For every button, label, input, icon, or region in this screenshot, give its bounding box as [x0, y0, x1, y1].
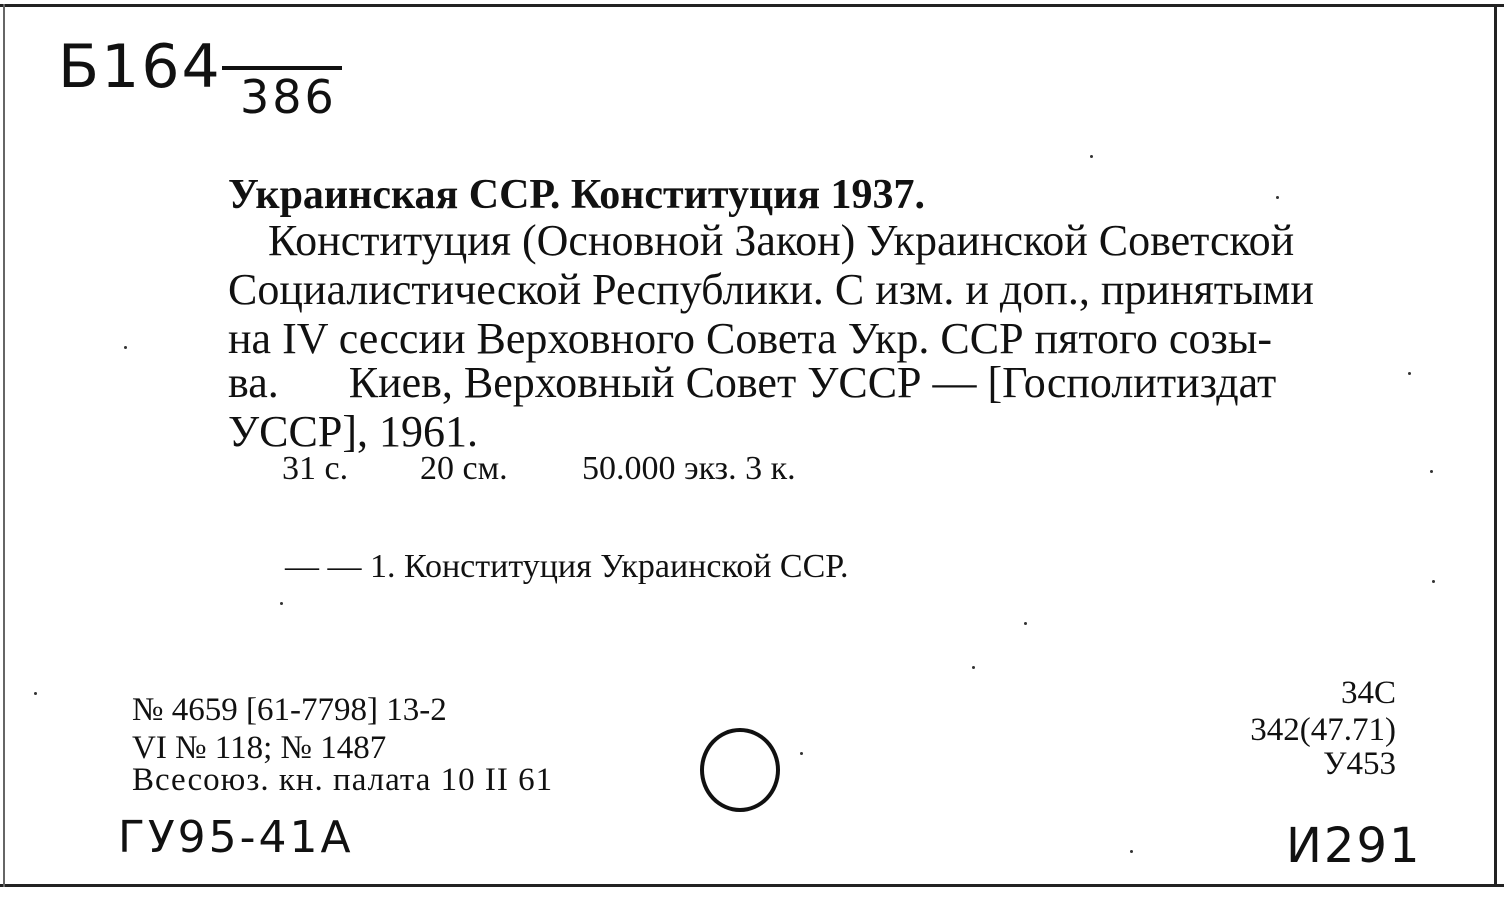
- ink-speck: [1024, 622, 1027, 625]
- ink-speck: [280, 602, 283, 605]
- ink-speck: [1090, 155, 1093, 158]
- ink-speck: [1130, 850, 1133, 853]
- card-border-bottom: [0, 884, 1504, 887]
- bibliographic-line-3: Всесоюз. кн. палата 10 II 61: [132, 762, 554, 798]
- title-line-2: Социалистической Республики. С изм. и доп., принятыми: [228, 265, 1314, 314]
- imprint-year-line: УССР], 1961.: [228, 407, 478, 456]
- card-border-left: [3, 4, 5, 887]
- classification-code-2: 342(47.71): [1250, 712, 1396, 748]
- ink-speck: [1430, 470, 1433, 473]
- collation-print-run: 50.000 экз. 3 к.: [582, 450, 796, 487]
- classification-code-1: 34С: [1340, 675, 1396, 711]
- ink-speck: [800, 752, 803, 755]
- circle-stamp: [700, 728, 780, 812]
- imprint-publisher: Киев, Верховный Совет УССР — [Госполитиздат: [348, 358, 1277, 407]
- bibliographic-line-2: VI № 118; № 1487: [132, 730, 387, 766]
- ink-speck: [34, 692, 37, 695]
- call-number-main: Б164: [58, 32, 222, 102]
- ink-speck: [1432, 580, 1435, 583]
- ink-speck: [1276, 196, 1279, 199]
- collation-size: 20 см.: [420, 450, 508, 487]
- title-line-3: на IV сессии Верховного Совета Укр. ССР пятого созы-: [228, 314, 1273, 363]
- entry-heading: Украинская ССР. Конституция 1937.: [228, 172, 926, 218]
- ink-speck: [1408, 372, 1411, 375]
- ink-speck: [972, 666, 975, 669]
- title-line-1: Конституция (Основной Закон) Украинской Советской: [268, 216, 1295, 265]
- classification-code-3: У453: [1323, 746, 1396, 782]
- imprint-line: [228, 360, 1276, 406]
- bibliographic-line-1: № 4659 [61-7798] 13-2: [132, 692, 447, 728]
- collation-line: [282, 450, 796, 488]
- call-number-sub: 386: [240, 70, 337, 124]
- ink-speck: [124, 346, 127, 349]
- subject-entry: — — 1. Конституция Украинской ССР.: [285, 548, 849, 585]
- collation-pages: 31 с.: [282, 450, 349, 487]
- imprint-line-start: ва.: [228, 358, 279, 407]
- handwritten-note-right: И291: [1286, 818, 1422, 874]
- card-border-right: [1494, 4, 1497, 887]
- card-border-top: [0, 4, 1504, 7]
- handwritten-note-left: ГУ95-41А: [118, 812, 354, 863]
